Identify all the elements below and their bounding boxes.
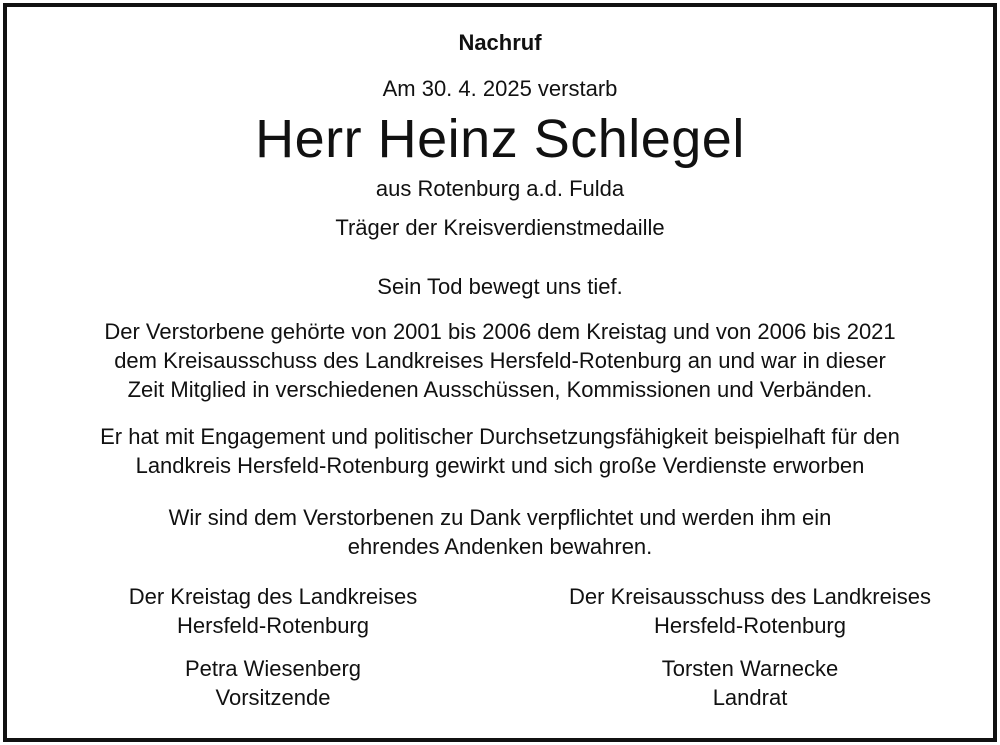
signatory-right-person	[530, 654, 970, 712]
paragraph-gratitude	[0, 503, 1000, 561]
signatory-left-organization	[53, 582, 493, 640]
paragraph-line: Der Verstorbene gehörte von 2001 bis 2006 dem Kreistag und von 2006 bis 2021	[104, 319, 896, 344]
organization-line: Der Kreisausschuss des Landkreises	[569, 584, 931, 609]
notice-heading: Nachruf	[458, 30, 542, 55]
paragraph-line: Zeit Mitglied in verschiedenen Ausschüssen, Kommissionen und Verbänden.	[127, 377, 873, 402]
paragraph-line: ehrendes Andenken bewahren.	[347, 534, 653, 559]
deceased-honor: Träger der Kreisverdienstmedaille	[335, 215, 665, 240]
paragraph-line: dem Kreisausschuss des Landkreises Hersfeld-Rotenburg an und war in dieser	[114, 348, 886, 373]
deceased-origin: aus Rotenburg a.d. Fulda	[375, 176, 625, 201]
organization-line: Hersfeld-Rotenburg	[654, 613, 846, 638]
paragraph-line: Wir sind dem Verstorbenen zu Dank verpflichtet und werden ihm ein	[168, 505, 832, 530]
death-date-line: Am 30. 4. 2025 verstarb	[382, 76, 618, 101]
condolence-line: Sein Tod bewegt uns tief.	[377, 274, 623, 299]
paragraph-merits	[0, 422, 1000, 480]
paragraph-line: Landkreis Hersfeld-Rotenburg gewirkt und sich große Verdienste erworben	[135, 453, 865, 478]
signatory-name: Petra Wiesenberg	[184, 656, 362, 681]
paragraph-career	[0, 317, 1000, 404]
signatory-role: Landrat	[712, 685, 788, 710]
signatory-name: Torsten Warnecke	[661, 656, 839, 681]
signatory-right-organization	[530, 582, 970, 640]
signatory-role: Vorsitzende	[215, 685, 331, 710]
signatory-left-person	[53, 654, 493, 712]
organization-line: Hersfeld-Rotenburg	[177, 613, 369, 638]
paragraph-line: Er hat mit Engagement und politischer Durchsetzungsfähigkeit beispielhaft für den	[100, 424, 900, 449]
deceased-name: Herr Heinz Schlegel	[255, 109, 745, 169]
organization-line: Der Kreistag des Landkreises	[128, 584, 418, 609]
